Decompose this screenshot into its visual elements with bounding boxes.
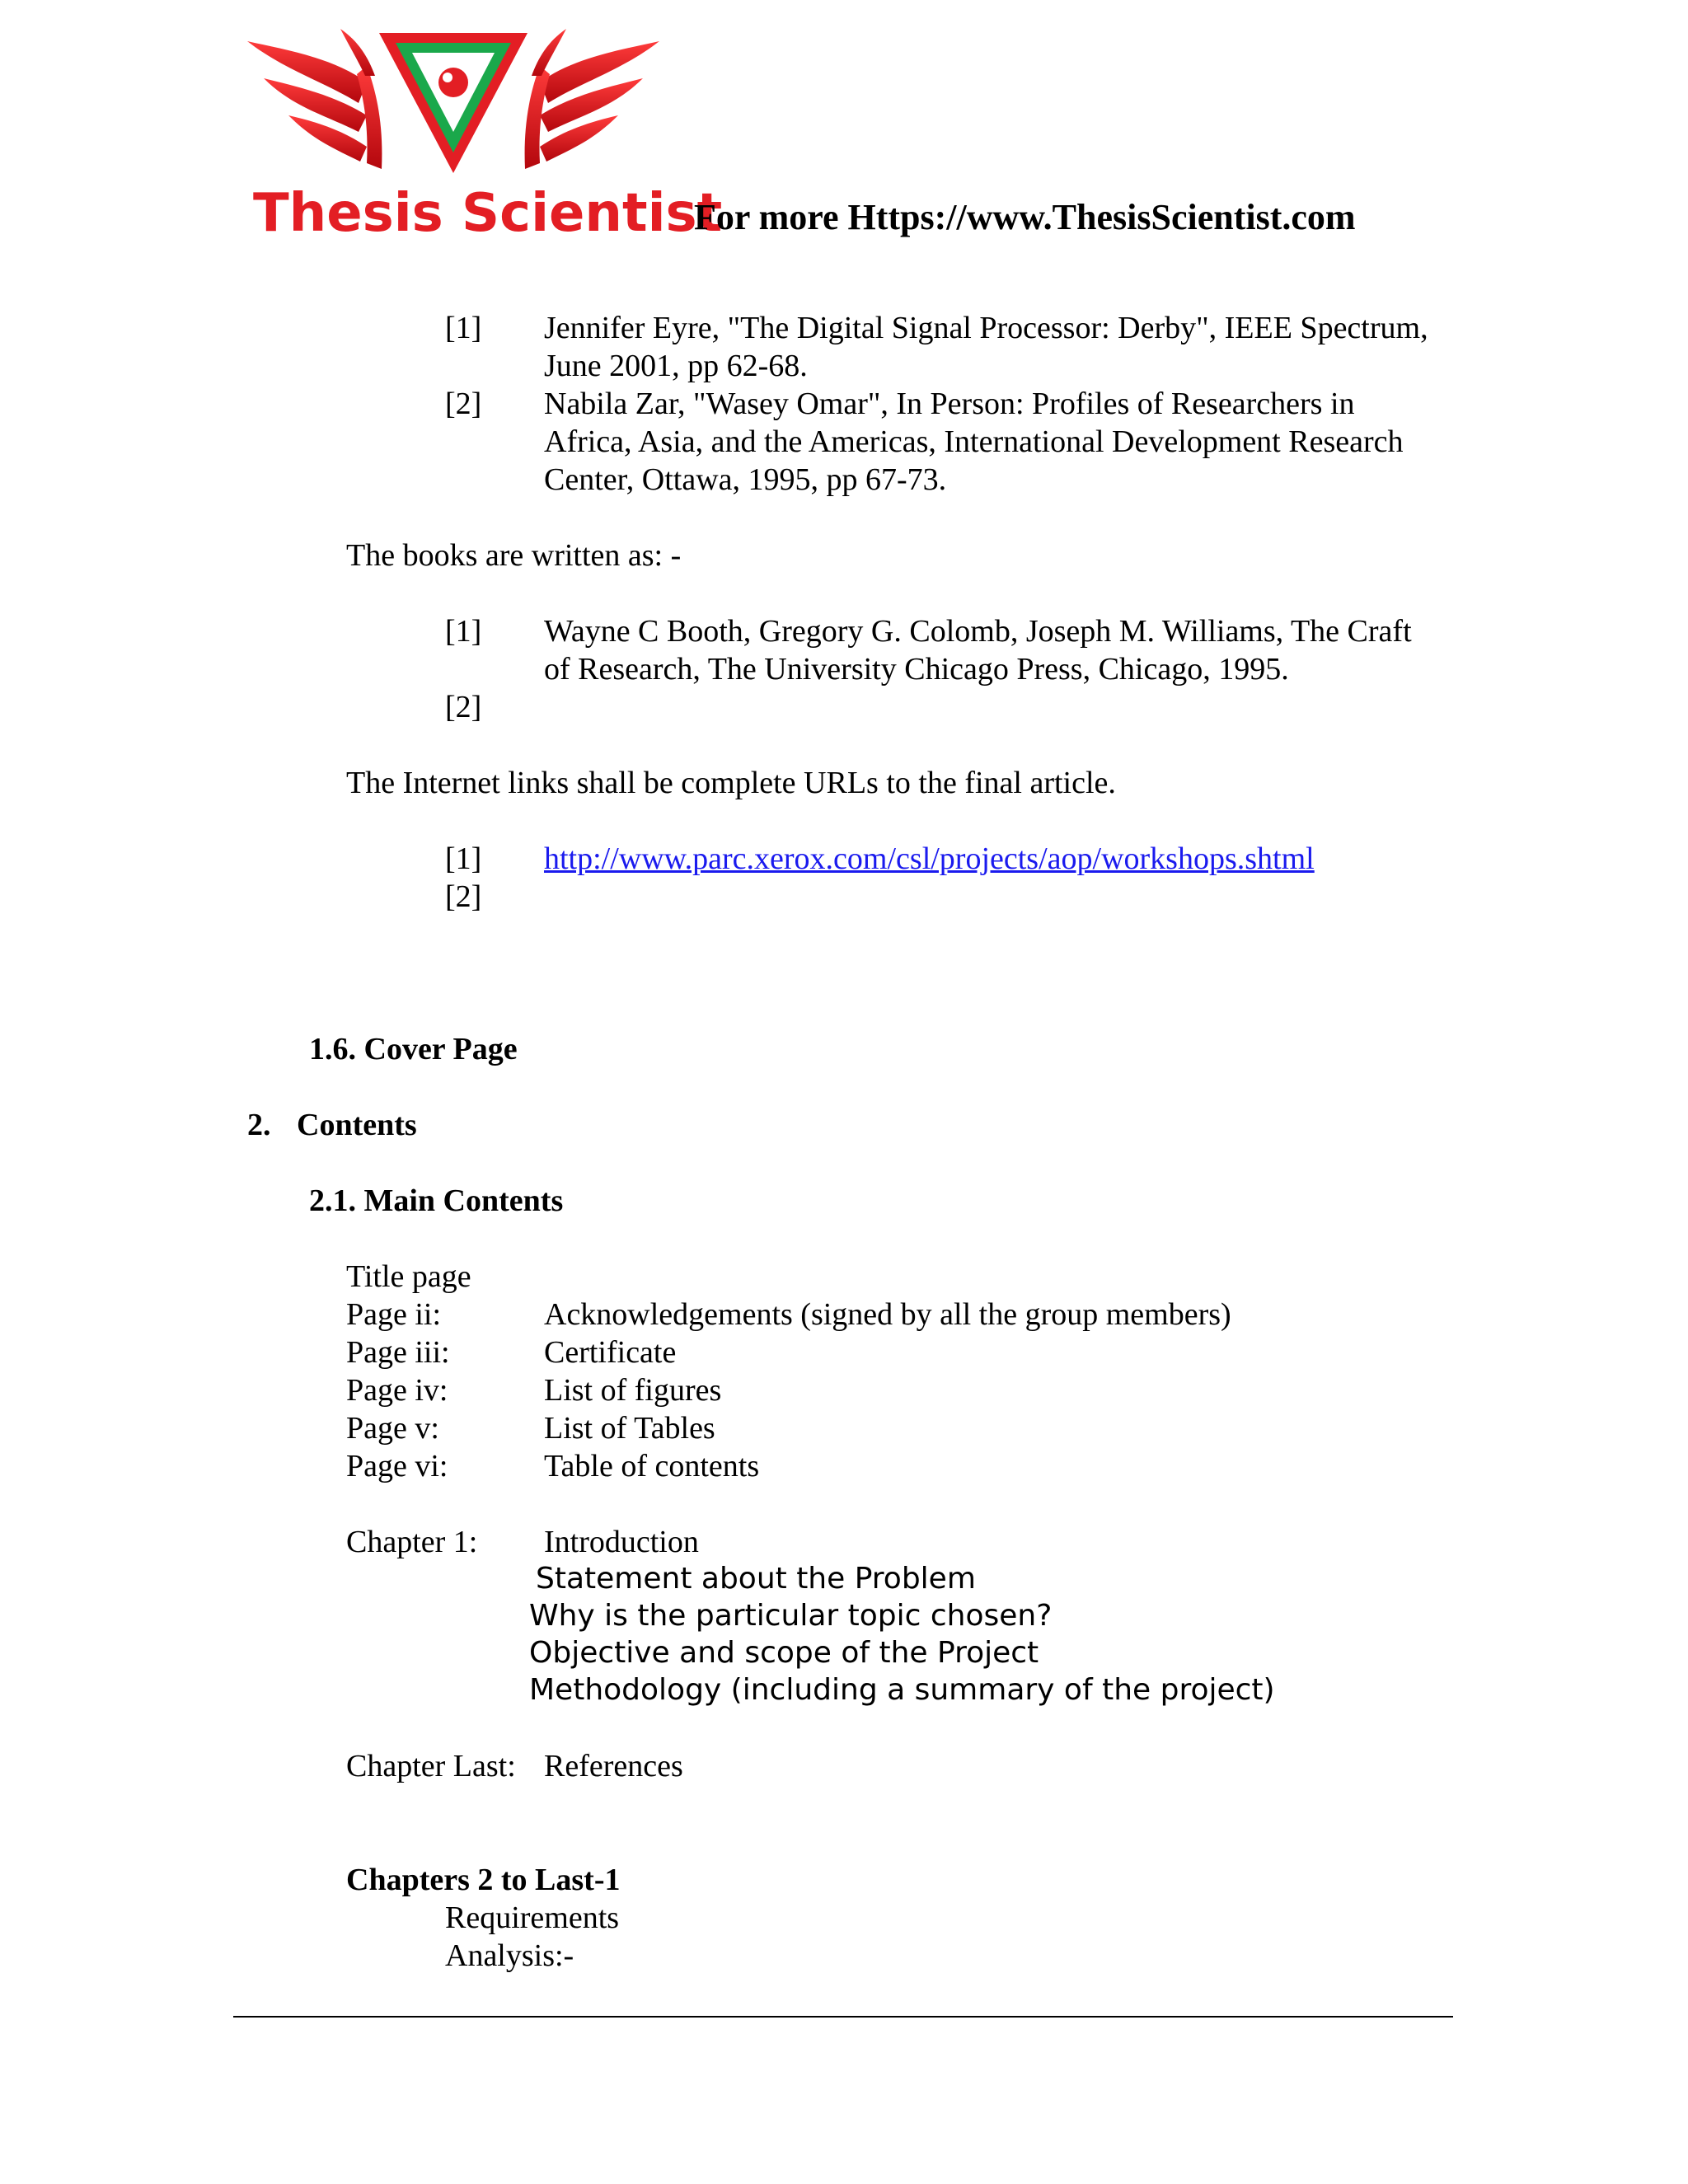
chapters-item: Requirements <box>445 1900 620 1935</box>
toc-page-label: Page iii: <box>346 1335 450 1370</box>
toc-page-label: Page v: <box>346 1411 439 1446</box>
book-ref-line: Wayne C Booth, Gregory G. Colomb, Joseph M. Williams, The Craft <box>544 614 1412 649</box>
toc-chapter1-title: Introduction <box>544 1525 699 1559</box>
chapters-heading: Chapters 2 to Last-1 <box>346 1863 621 1897</box>
journal-ref-number: [1] <box>445 311 482 345</box>
contents-heading: Contents <box>297 1108 417 1142</box>
logo-graphic-icon <box>243 25 723 247</box>
books-intro-text: The books are written as: - <box>346 538 682 573</box>
toc-page-label: Page vi: <box>346 1449 448 1483</box>
contents-heading-number: 2. <box>247 1108 271 1142</box>
cover-page-heading: 1.6. Cover Page <box>309 1032 518 1066</box>
toc-chapter-last-label: Chapter Last: <box>346 1749 516 1783</box>
toc-item: Acknowledgements (signed by all the group members) <box>544 1297 1231 1332</box>
toc-chapter1-item: Why is the particular topic chosen? <box>529 1599 1053 1633</box>
internet-intro-text: The Internet links shall be complete URLs to the final article. <box>346 766 1116 800</box>
toc-chapter1-item: Objective and scope of the Project <box>529 1636 1039 1670</box>
journal-ref-line: Jennifer Eyre, "The Digital Signal Processor: Derby", IEEE Spectrum, <box>544 311 1428 345</box>
toc-chapter1-label: Chapter 1: <box>346 1525 478 1559</box>
footer-divider <box>233 2016 1453 2018</box>
internet-ref-number: [1] <box>445 841 482 876</box>
journal-ref-line: Nabila Zar, "Wasey Omar", In Person: Profiles of Researchers in <box>544 387 1355 421</box>
toc-title-page: Title page <box>346 1259 471 1294</box>
toc-chapter1-item: Statement about the Problem <box>536 1562 976 1596</box>
journal-ref-line: Africa, Asia, and the Americas, International Development Research <box>544 424 1404 459</box>
toc-item: List of figures <box>544 1373 722 1408</box>
book-ref-number: [1] <box>445 614 482 649</box>
journal-ref-line: Center, Ottawa, 1995, pp 67-73. <box>544 462 947 497</box>
toc-chapter1-item: Methodology (including a summary of the project) <box>529 1673 1275 1707</box>
journal-ref-number: [2] <box>445 387 482 421</box>
toc-page-label: Page iv: <box>346 1373 448 1408</box>
internet-ref-link[interactable]: http://www.parc.xerox.com/csl/projects/aop/workshops.shtml <box>544 841 1315 876</box>
header-website-text: For more Https://www.ThesisScientist.com <box>694 197 1356 237</box>
toc-item: Table of contents <box>544 1449 760 1483</box>
logo-text: Thesis Scientist <box>253 183 723 244</box>
thesis-scientist-logo <box>243 25 723 247</box>
journal-ref-line: June 2001, pp 62-68. <box>544 349 808 383</box>
book-ref-number: [2] <box>445 690 482 724</box>
toc-chapter-last-title: References <box>544 1749 683 1783</box>
toc-item: List of Tables <box>544 1411 715 1446</box>
main-contents-heading: 2.1. Main Contents <box>309 1183 564 1218</box>
internet-ref-number: [2] <box>445 879 482 914</box>
toc-item: Certificate <box>544 1335 677 1370</box>
chapters-item: Analysis:- <box>445 1938 574 1973</box>
toc-page-label: Page ii: <box>346 1297 442 1332</box>
book-ref-line: of Research, The University Chicago Press, Chicago, 1995. <box>544 652 1289 687</box>
